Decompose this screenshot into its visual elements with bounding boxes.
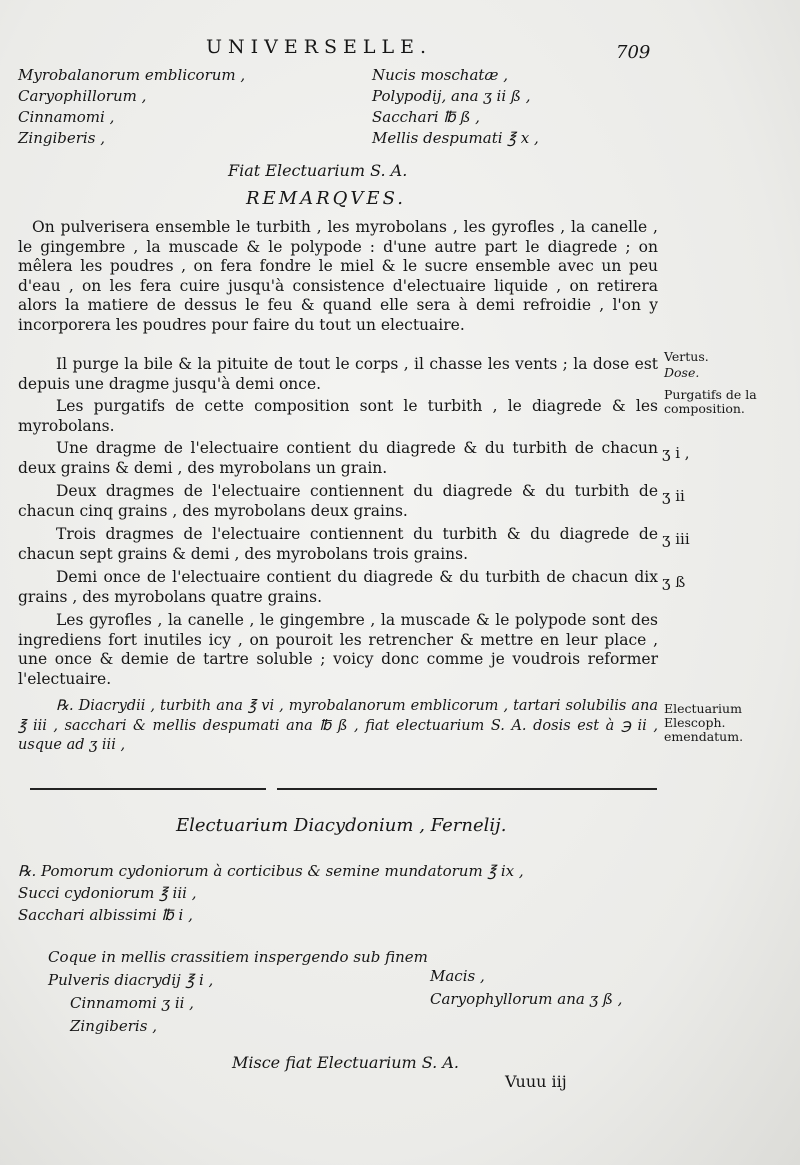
paragraph-preparation: On pulverisera ensemble le turbith , les myrobolans , les gyrofles , la canelle , le gingembre , la muscade & le polypode : d'une autre part le diagrede ; on mêlera les poudres , on fera fondre le miel & le sucre ensemble avec un peu d'eau , on les fera cuire jusqu'à consistence d'electuaire liquide , on retirera alors la matiere de dessus le feu & quand elle sera à demi refroidie , l'on y incorporera les poudres pour faire du tout un electuaire. bbox=[18, 218, 658, 334]
paragraph-purgatifs: Les purgatifs de cette composition sont le turbith , le diagrede & les myrobolans. bbox=[18, 397, 658, 435]
separator-rule-right bbox=[277, 788, 657, 790]
paragraph-dose-half-ounce: Demi once de l'electuaire contient du diagrede & du turbith de chacun dix grains , des myrobolans quatre grains. bbox=[18, 568, 658, 606]
separator-rule-left bbox=[30, 788, 266, 790]
remarques-heading: REMARQVES. bbox=[246, 188, 406, 209]
left-list-item-2: Cinnamomi ʒ ii , bbox=[70, 994, 194, 1012]
dose-mark-4: ʒ ß bbox=[662, 573, 686, 591]
margin-note-electuarium: Electuarium Elescoph. emendatum. bbox=[664, 701, 744, 744]
paragraph-reform: Les gyrofles , la canelle , le gingembre , la muscade & le polypode sont des ingrediens fort inutiles icy , on pouroit les retrencher & mettre en leur place , une once & demie de tartre soluble ; voicy donc comme je voudrois reformer l'electuaire. bbox=[18, 611, 658, 688]
paragraph-dose-two-dragmes: Deux dragmes de l'electuaire contiennent du diagrede & du turbith de chacun cinq grains , des myrobolans deux grains. bbox=[18, 482, 658, 520]
paragraph-dose-three-dragmes: Trois dragmes de l'electuaire contiennent du turbith & du diagrede de chacun sept grains & demi , des myrobolans trois grains. bbox=[18, 525, 658, 563]
paragraph-vertus: Il purge la bile & la pituite de tout le corps , il chasse les vents ; la dose est depuis une dragme jusqu'à demi once. bbox=[18, 355, 658, 393]
margin-note-dose: Dose. bbox=[664, 365, 700, 380]
recipe-line-1: ℞. Pomorum cydoniorum à corticibus & semine mundatorum ℥ ix , bbox=[18, 862, 524, 880]
left-list-item-3: Zingiberis , bbox=[70, 1017, 157, 1035]
coque-line: Coque in mellis crassitiem inspergendo sub finem bbox=[48, 948, 428, 966]
right-list-item-2: Caryophyllorum ana ʒ ß , bbox=[430, 990, 623, 1008]
ingredient-right-2: Polypodij, ana ʒ ii ß , bbox=[372, 87, 531, 105]
running-header: UNIVERSELLE. bbox=[206, 36, 433, 58]
recipe-line-2: Succi cydoniorum ℥ iii , bbox=[18, 884, 197, 902]
ingredient-right-4: Mellis despumati ℥ x , bbox=[372, 129, 539, 147]
dose-mark-1: ʒ i , bbox=[662, 444, 690, 462]
ingredient-left-2: Caryophillorum , bbox=[18, 87, 147, 105]
misce-line: Misce fiat Electuarium S. A. bbox=[232, 1053, 459, 1072]
right-list-item-1: Macis , bbox=[430, 967, 485, 985]
ingredient-left-4: Zingiberis , bbox=[18, 129, 105, 147]
fiat-line: Fiat Electuarium S. A. bbox=[228, 161, 408, 180]
margin-note-vertus: Vertus. bbox=[664, 349, 709, 364]
margin-note-purgatifs: Purgatifs de la composition. bbox=[664, 387, 757, 416]
paragraph-dose-one-dragme: Une dragme de l'electuaire contient du diagrede & du turbith de chacun deux grains & demi , des myrobolans un grain. bbox=[18, 439, 658, 477]
recipe-line-3: Sacchari albissimi ℔ i , bbox=[18, 906, 193, 924]
dose-mark-3: ʒ iii bbox=[662, 530, 690, 548]
ingredient-left-3: Cinnamomi , bbox=[18, 108, 115, 126]
ingredient-right-1: Nucis moschatæ , bbox=[372, 66, 509, 84]
paragraph-reformed-recipe: ℞. Diacrydii , turbith ana ℥ vi , myrobalanorum emblicorum , tartari solubilis ana ℥ iii , sacchari & mellis despumati ana ℔ ß , fiat electuarium S. A. dosis est à ℈ ii , usque ad ʒ iii , bbox=[18, 698, 658, 753]
left-list-item-1: Pulveris diacrydij ℥ i , bbox=[48, 971, 214, 989]
ingredient-right-3: Sacchari ℔ ß , bbox=[372, 108, 480, 126]
signature-mark: Vuuu iij bbox=[505, 1072, 567, 1091]
dose-mark-2: ʒ ii bbox=[662, 487, 685, 505]
ingredient-left-1: Myrobalanorum emblicorum , bbox=[18, 66, 246, 84]
section-title: Electuarium Diacydonium , Fernelij. bbox=[176, 815, 507, 836]
page-number: 709 bbox=[616, 42, 651, 63]
